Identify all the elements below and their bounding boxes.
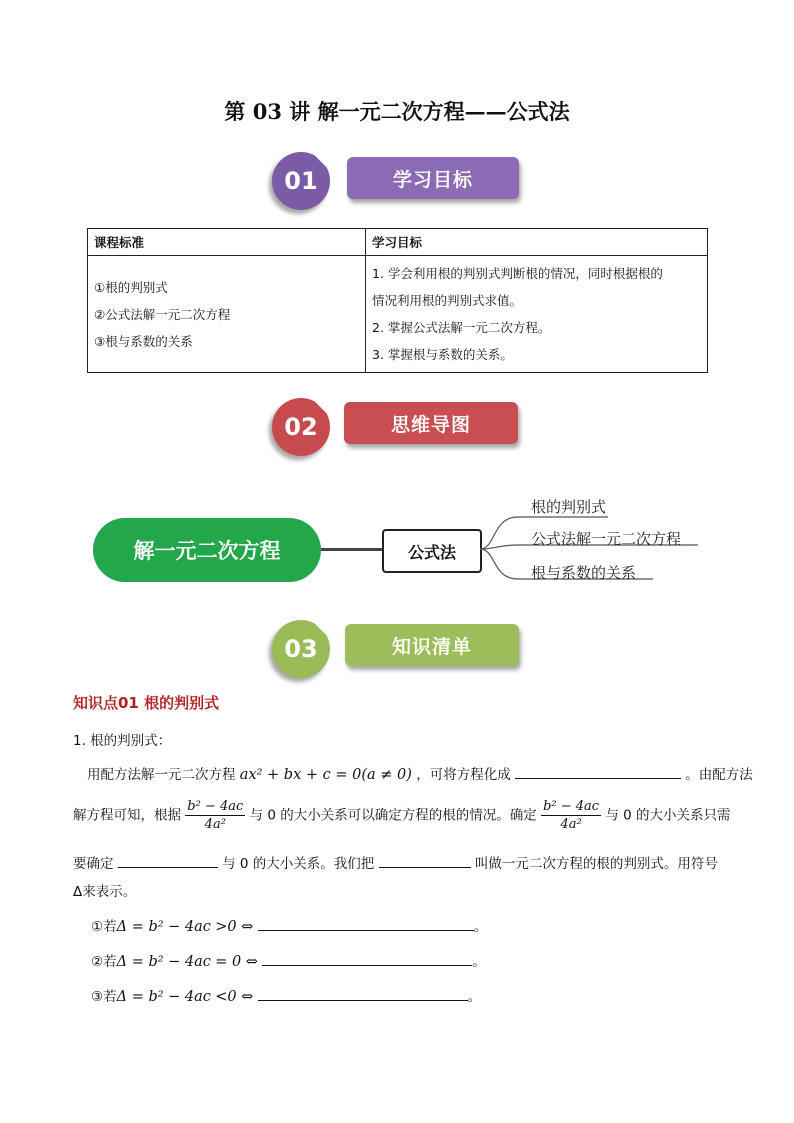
mindmap-leaf: 公式法解一元二次方程 [531,530,682,548]
blank-field[interactable] [258,986,468,1001]
paragraph-line-4: Δ来表示。 [73,884,137,900]
standard-item: ②公式法解一元二次方程 [94,306,231,322]
goal-line: 情况利用根的判别式求值。 [372,293,523,308]
paragraph-line-2: 解方程可知，根据 $\frac{\text{b² − 4ac}}{\text{4a²}}$ 与 0 的大小关系可以确定方程的根的情况。确定 $\frac{\text{b² − 4ac}}{\text{4a²}}$ 与 0 的大小关系只需 [73,799,731,832]
section-label: 思维导图 [344,402,518,444]
table-header-goals: 学习目标 [366,229,708,256]
paragraph-line-3: 要确定 与 0 的大小关系。我们把 叫做一元二次方程的根的判别式。用符号 [73,852,718,872]
blank-field[interactable] [118,853,218,868]
mindmap-leaf: 根与系数的关系 [531,564,637,582]
item-heading: 1. 根的判别式： [73,733,172,749]
goal-line: 1. 学会利用根的判别式判断根的情况，同时根据根的 [372,266,663,281]
mindmap-root: 解一元二次方程 [93,518,321,582]
section-number-badge: 02 [272,398,330,456]
mindmap-connector [321,548,383,551]
knowledge-point-title: 知识点01 根的判别式 [73,694,220,712]
section-banner-03 [272,618,524,682]
goals-table [87,228,708,373]
standards-cell [88,256,366,373]
case-row: ③若Δ = b² − 4ac <0 ⇔ 。 [91,985,481,1005]
goal-line: 3. 掌握根与系数的关系。 [372,347,513,362]
paragraph-line-1: 用配方法解一元二次方程 ax² + bx + c = 0(a ≠ 0) ，可将方程化成 。由配方法 [87,763,753,783]
table-header-standards: 课程标准 [88,229,366,256]
case-row: ②若Δ = b² − 4ac = 0 ⇔ 。 [91,950,486,970]
case-row: ①若Δ = b² − 4ac >0 ⇔ 。 [91,915,487,935]
standard-item: ③根与系数的关系 [94,333,193,349]
section-label: 知识清单 [345,624,519,666]
section-banner-01 [272,150,524,214]
blank-field[interactable] [379,853,471,868]
page-title: 第 03 讲 解一元二次方程——公式法 [224,99,570,124]
blank-field[interactable] [258,916,474,931]
section-number-badge: 01 [272,152,330,210]
goals-cell [366,256,708,373]
mindmap-leaf: 根的判别式 [531,498,607,516]
section-number-badge: 03 [272,620,330,678]
mindmap-middle-node: 公式法 [382,529,482,573]
section-banner-02 [272,396,524,460]
goal-line: 2. 掌握公式法解一元二次方程。 [372,320,551,335]
blank-field[interactable] [262,951,472,966]
section-label: 学习目标 [347,157,519,199]
standard-item: ①根的判别式 [94,279,168,295]
discriminant-fraction: $\frac{\text{b² − 4ac}}{\text{4a²}}$ [543,799,600,832]
discriminant-fraction: $\frac{\text{b² − 4ac}}{\text{4a²}}$ [187,799,244,832]
blank-field[interactable] [515,764,681,779]
quadratic-equation: ax² + bx + c = 0(a ≠ 0) [239,767,412,783]
